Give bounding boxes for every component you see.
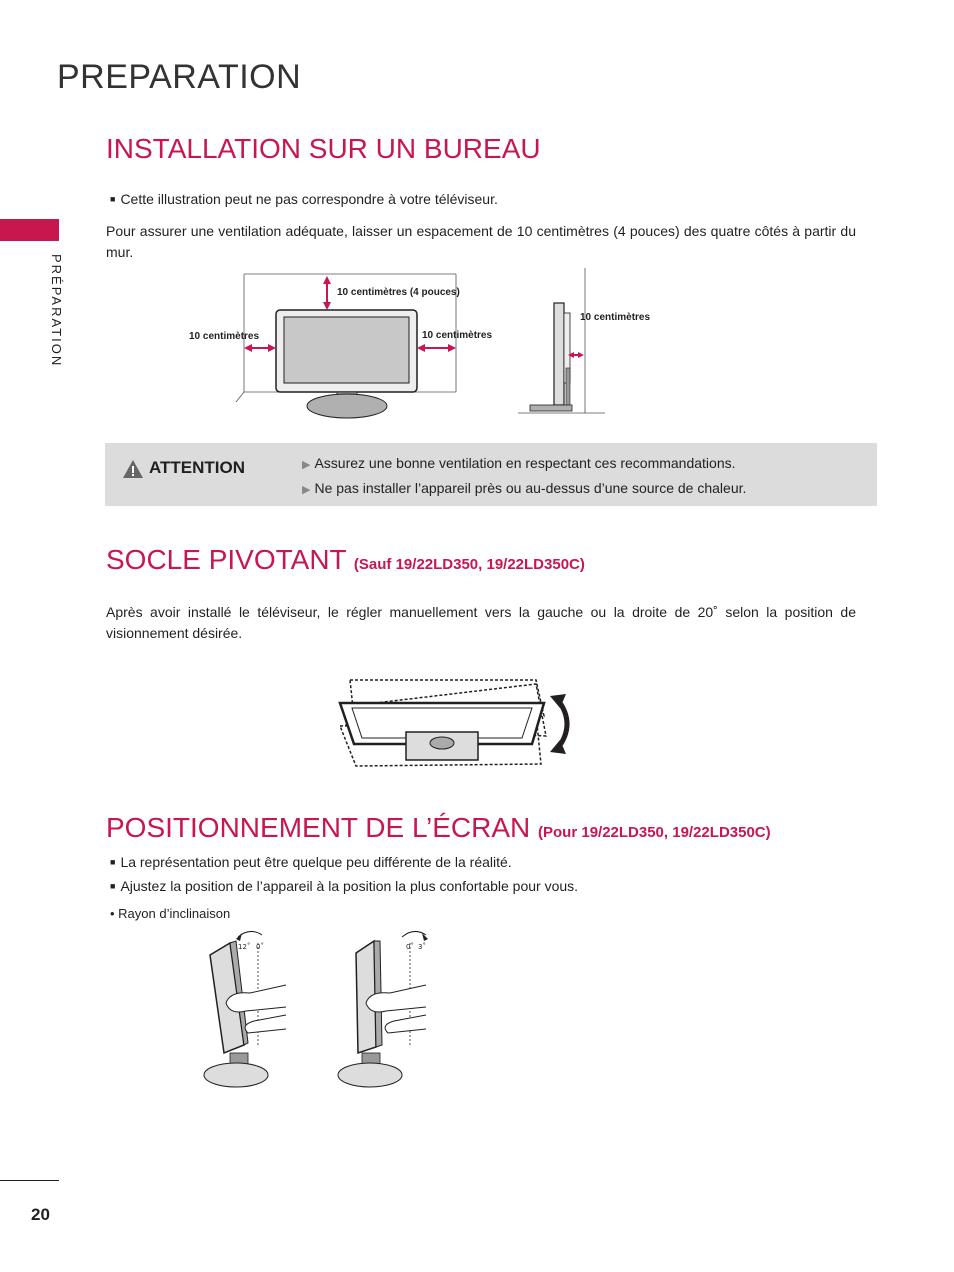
square-bullet-icon: ■	[110, 194, 116, 204]
label-top-clearance: 10 centimètres (4 pouces)	[337, 287, 460, 298]
tilt-front-angle-label: 3˚	[418, 943, 426, 951]
side-tab-marker	[0, 219, 59, 241]
tilt-front-angle-label: 0˚	[256, 943, 264, 951]
square-bullet-icon: ■	[110, 881, 116, 891]
attention-item-text: Ne pas installer l’appareil près ou au-dessus d’une source de chaleur.	[314, 480, 747, 496]
swivel-diagram	[336, 676, 586, 771]
section-title-screen-position-text: POSITIONNEMENT DE L’ÉCRAN	[106, 812, 531, 843]
section-title-desk-install	[106, 133, 541, 165]
section-title-swivel-text: SOCLE PIVOTANT	[106, 544, 347, 575]
triangle-right-icon: ▶	[302, 484, 311, 496]
attention-item	[302, 480, 746, 496]
footer-rule	[0, 1180, 59, 1181]
note-illustration-text: Cette illustration peut ne pas correspondre à votre téléviseur.	[120, 191, 498, 207]
note-representation	[110, 854, 512, 870]
tilt-back-angle-label: 12˚	[238, 943, 251, 951]
swivel-paragraph: Après avoir installé le téléviseur, le régler manuellement vers la gauche ou la droite de 20˚ selon la position de visionnement désirée.	[106, 604, 856, 641]
attention-title: ATTENTION	[149, 458, 246, 477]
tilt-back-angle-label: 0˚	[406, 943, 414, 951]
side-section-label: PRÉPARATION	[49, 254, 64, 368]
section-title-screen-position	[106, 812, 771, 844]
tilt-range-label: • Rayon d’inclinaison	[110, 906, 231, 921]
note-adjust-position	[110, 878, 578, 894]
label-left-clearance: 10 centimètres	[189, 331, 260, 342]
section-title-swivel-stand	[106, 544, 585, 576]
note-illustration	[110, 191, 498, 207]
square-bullet-icon: ■	[110, 857, 116, 867]
attention-item	[302, 455, 736, 471]
page-title: PREPARATION	[57, 58, 302, 96]
note-representation-text: La représentation peut être quelque peu différente de la réalité.	[120, 854, 512, 870]
label-side-clearance: 10 centimètres	[580, 312, 651, 323]
ventilation-paragraph: Pour assurer une ventilation adéquate, laisser un espacement de 10 centimètres (4 pouces) des quatre côtés à partir du mur.	[106, 223, 856, 260]
page-number: 20	[31, 1205, 50, 1224]
note-adjust-position-text: Ajustez la position de l’appareil à la position la plus confortable pour vous.	[120, 878, 579, 894]
section-title-screen-position-subtitle: (Pour 19/22LD350, 19/22LD350C)	[538, 824, 771, 841]
tilt-figure-back	[200, 925, 300, 1087]
tilt-figure-forward	[330, 925, 430, 1087]
attention-item-text: Assurez une bonne ventilation en respectant ces recommandations.	[314, 455, 736, 471]
triangle-right-icon: ▶	[302, 459, 311, 471]
label-right-clearance: 10 centimètres	[422, 330, 493, 341]
section-title-desk-install-text: INSTALLATION SUR UN BUREAU	[106, 133, 541, 164]
warning-triangle-icon	[122, 459, 144, 479]
section-title-swivel-subtitle: (Sauf 19/22LD350, 19/22LD350C)	[353, 556, 585, 573]
